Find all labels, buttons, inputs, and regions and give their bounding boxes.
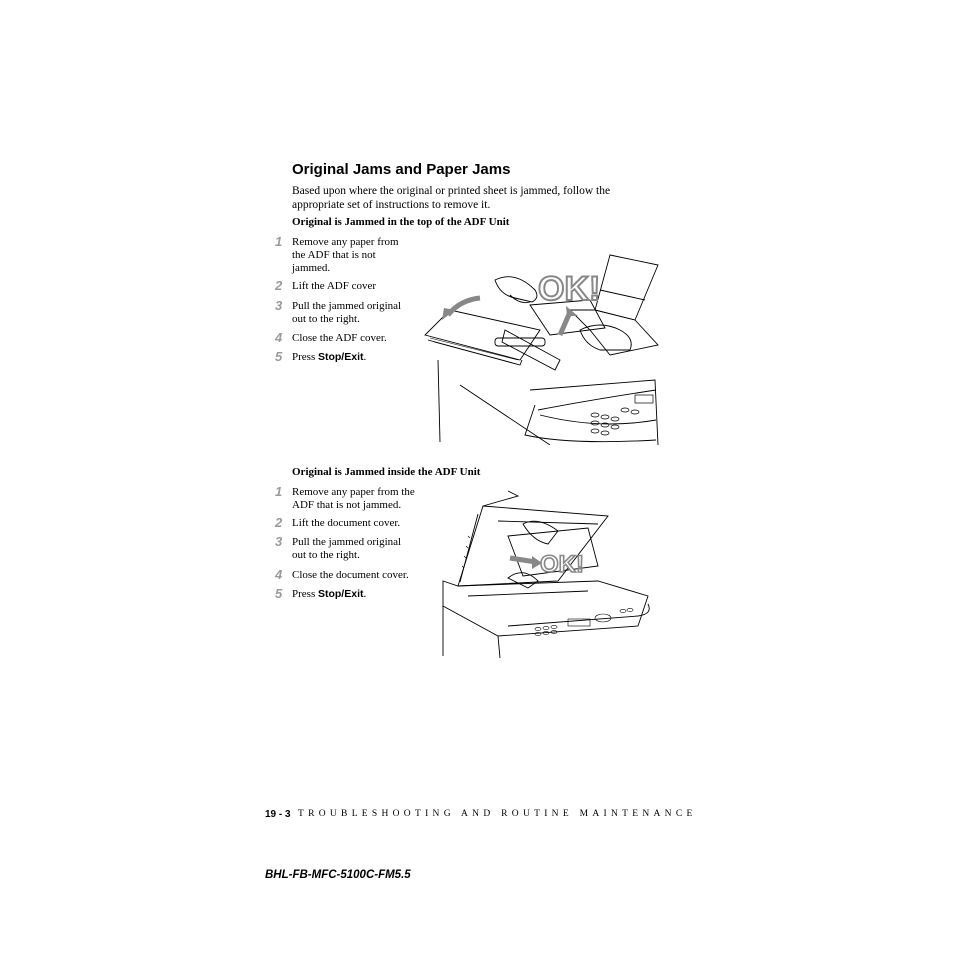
step-number: 4 [275, 330, 283, 345]
step-text: Lift the document cover. [292, 517, 401, 529]
ok-label: OK! [538, 270, 601, 308]
step-number: 2 [275, 515, 283, 530]
step-text: Press Stop/Exit. [292, 351, 367, 363]
step-text: Close the document cover. [292, 569, 409, 581]
step-text: Pull the jammed original out to the right. [292, 536, 402, 561]
step-number: 5 [275, 586, 283, 601]
step-text: Pull the jammed original out to the right. [292, 300, 402, 325]
step-text: Close the ADF cover. [292, 332, 387, 344]
step-number: 4 [275, 567, 283, 582]
stop-exit-key: Stop/Exit [317, 351, 364, 363]
procedure-inside-heading: Original is Jammed inside the ADF Unit [292, 466, 481, 478]
step-number: 5 [275, 349, 283, 364]
step-number: 3 [275, 298, 283, 313]
stop-exit-key: Stop/Exit [317, 588, 364, 600]
section-title: Original Jams and Paper Jams [292, 161, 511, 178]
step-number: 2 [275, 278, 283, 293]
adf-inside-jam-illustration [438, 486, 653, 658]
running-title: TROUBLESHOOTING AND ROUTINE MAINTENANCE [298, 809, 697, 819]
step-text: Remove any paper from the ADF that is not jammed. [292, 236, 399, 274]
step-text: Lift the ADF cover [292, 280, 377, 292]
procedure-top-heading: Original is Jammed in the top of the ADF Unit [292, 216, 510, 228]
page-number: 19 - 3 [265, 809, 291, 820]
ok-label: OK! [540, 551, 584, 578]
step-number: 1 [275, 484, 283, 499]
step-number: 3 [275, 534, 283, 549]
adf-top-jam-illustration [420, 250, 660, 445]
step-text: Press Stop/Exit. [292, 588, 367, 600]
file-code: BHL-FB-MFC-5100C-FM5.5 [265, 869, 411, 881]
step-number: 1 [275, 234, 283, 249]
step-text: Remove any paper from the ADF that is not jammed. [292, 486, 415, 511]
section-intro: Based upon where the original or printed sheet is jammed, follow the appropriate set of instructions to remove it. [292, 185, 611, 211]
